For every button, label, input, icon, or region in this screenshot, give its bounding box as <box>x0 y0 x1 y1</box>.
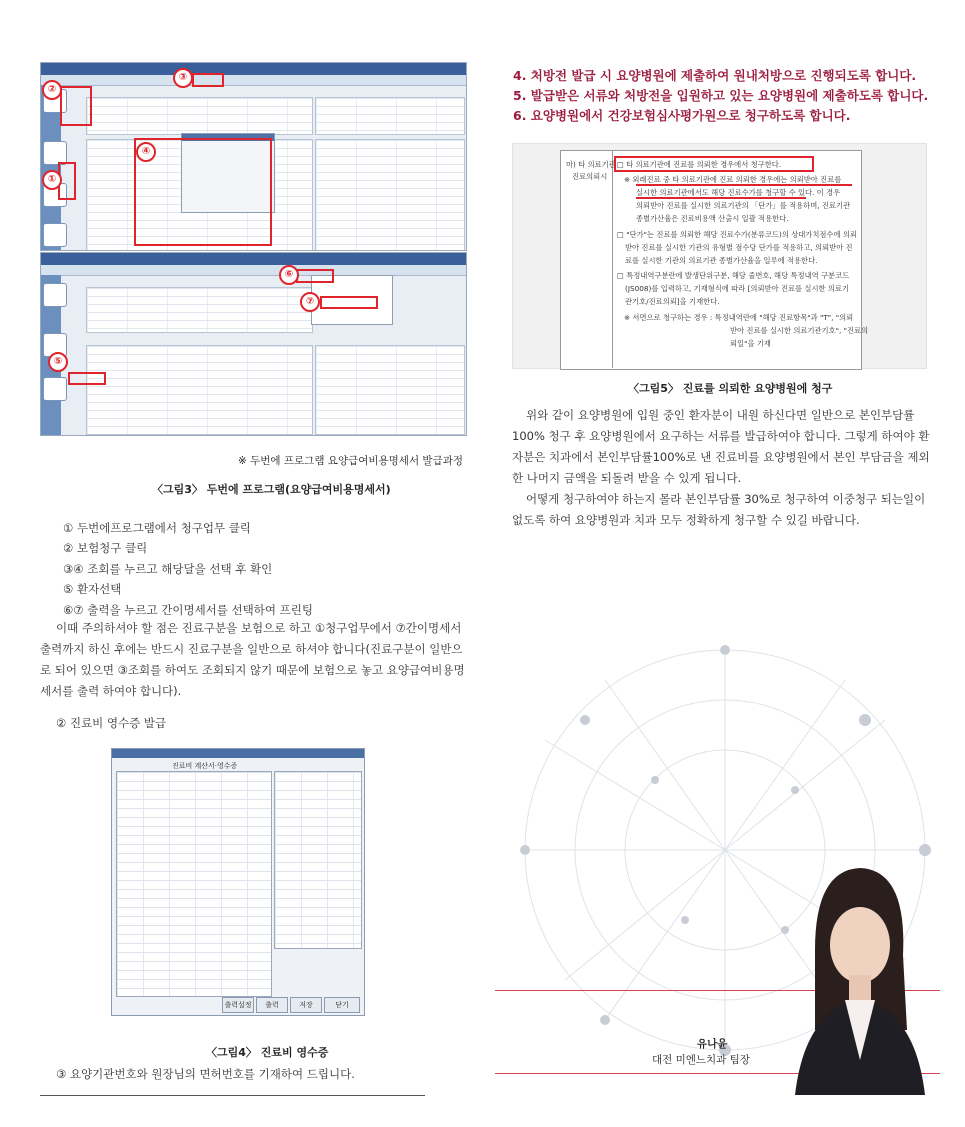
receipt-window <box>111 748 365 1016</box>
close-button[interactable]: 닫기 <box>324 997 360 1013</box>
marker-2: ② <box>42 80 62 100</box>
doc-line: 뢰일"을 기재 <box>730 339 771 348</box>
doc-line: 실시한 의료기관에서도 해당 진료수가를 청구할 수 있다. 이 경우 <box>636 188 841 197</box>
figure3-caption: 〈그림3〉 두번에 프로그램(요양급여비용명세서) <box>152 483 391 496</box>
receipt-title: 진료비 계산서·영수증 <box>172 762 238 770</box>
highlight-insurance-icon <box>60 86 92 126</box>
summary-grid <box>86 287 313 333</box>
print-button[interactable]: 출력 <box>256 997 288 1013</box>
highlight-patient-row <box>68 372 106 385</box>
step-4: ⑤ 환자선택 <box>63 582 122 596</box>
summary-grid-right <box>315 97 465 135</box>
screenshot-billing-lower <box>40 252 467 436</box>
step-2: ② 보험청구 클릭 <box>63 541 148 555</box>
author-name: 유나윤 <box>697 1038 728 1050</box>
red-underline-1 <box>636 184 852 186</box>
doc-label-1: 마) 타 의료기관 <box>566 160 616 169</box>
doc-line: 받아 진료를 실시한 기관의 유형별 점수당 단가를 적용하고, 의뢰받아 진 <box>625 243 853 252</box>
marker-7: ⑦ <box>300 292 320 312</box>
receipt-cost-table <box>116 771 272 997</box>
summary-grid <box>86 97 313 135</box>
marker-6: ⑥ <box>279 265 299 285</box>
step-3: ③④ 조회를 누르고 해당달을 선택 후 확인 <box>63 562 273 576</box>
step-5: ⑥⑦ 출력을 누르고 간이명세서를 선택하여 프린팅 <box>63 603 313 617</box>
section-heading-receipt: ② 진료비 영수증 발급 <box>56 716 167 730</box>
marker-5: ⑤ <box>48 352 68 372</box>
headline-4: 4. 처방전 발급 시 요양병원에 제출하여 원내처방으로 진행되도록 합니다. <box>513 68 917 83</box>
doc-line: □ "단가"는 진료를 의뢰한 해당 진료수가(분류코드)의 상대가치점수에 의뢰 <box>617 230 857 239</box>
billing-icon[interactable] <box>43 223 67 247</box>
figure5-caption: 〈그림5〉 진료를 의뢰한 요양병원에 청구 <box>628 382 833 395</box>
doc-line: □ 특정내역구분란에 발생단위구분, 해당 줄번호, 해당 특정내역 구분코드 <box>617 271 850 280</box>
doc-line: □ 타 의료기관에 진료를 의뢰한 경우에서 청구한다. <box>617 160 782 169</box>
highlight-doc-first-line <box>614 156 814 172</box>
doc-line: 료를 실시한 기관의 의료기관 종별가산율을 일루에 적용한다. <box>625 256 818 265</box>
doc-line: (JS008)를 입력하고, 기재형식에 따라 [의뢰받아 진료를 실시한 의료기 <box>625 284 850 293</box>
marker-4: ④ <box>136 142 156 162</box>
highlight-print-button <box>296 269 334 283</box>
doc-line: 받아 진료를 실시한 의료기관기호", "진료의 <box>730 326 869 335</box>
headline-5: 5. 발급받은 서류와 처방전을 입원하고 있는 요양병원에 제출하도록 합니다. <box>513 88 929 103</box>
doc-line: 관기호/진료의뢰]을 기재한다. <box>625 297 720 306</box>
caution-paragraph: 이때 주의하셔야 할 점은 진료구분을 보험으로 하고 ①청구업무에서 ⑦간이명세서 출력까지 하신 후에는 반드시 진료구분을 일반으로 하셔야 합니다(진료구분이 일반으로 되어 있으면 ③조회를 하여도 조회되지 않기 때문에 보험으로 놓고 요양급여비용명세서를 출력 하여야 합니다). <box>40 621 465 698</box>
author-photo <box>775 860 935 1095</box>
detail-grid-right <box>315 345 465 435</box>
step-license-number: ③ 요양기관번호와 원장님의 면허번호를 기재하여 드립니다. <box>56 1067 355 1081</box>
insurance-claim-icon[interactable] <box>43 283 67 307</box>
receipt-summary-table <box>274 771 362 949</box>
billing-icon[interactable] <box>43 377 67 401</box>
doc-line: 종별가산율은 진료비용액 산출시 일괄 적용한다. <box>636 214 789 223</box>
body-paragraph-1: 위와 같이 요양병원에 입원 중인 환자분이 내원 하신다면 일반으로 본인부담률 100% 청구 후 요양병원에서 요구하는 서류를 발급하여야 합니다. 그렇게 하여야 환자분은 치과에서 본인부담률100%로 낸 진료비를 요양병원에서 본인 부담금을 제외한 나머지 금액을 되돌려 받을 수 있게 됩니다. <box>512 408 930 485</box>
figure4-caption: 〈그림4〉 진료비 영수증 <box>206 1046 329 1059</box>
step-1: ① 두번에프로그램에서 청구업무 클릭 <box>63 521 251 535</box>
red-underline-2 <box>636 197 806 199</box>
highlight-simple-statement <box>320 296 378 309</box>
doc-label-divider <box>612 150 613 368</box>
print-settings-button[interactable]: 출력설정 <box>222 997 254 1013</box>
doc-line: ※ 외래진료 중 타 의료기관에 진료 의뢰한 경우에는 의뢰받아 진료를 <box>624 175 842 184</box>
author-title: 대전 미엔느치과 팀장 <box>652 1054 750 1066</box>
bottom-rule <box>40 1095 425 1096</box>
marker-3: ③ <box>173 68 193 88</box>
doc-line: 의뢰받아 진료를 실시한 의료기관의 「단가」를 적용하며, 진료기관 <box>636 201 851 210</box>
marker-1: ① <box>42 170 62 190</box>
patient-list-grid <box>86 345 313 435</box>
doc-label-2: 진료의뢰시 <box>572 172 608 181</box>
detail-grid-right <box>315 139 465 251</box>
save-button[interactable]: 저장 <box>290 997 322 1013</box>
body-paragraph-2: 어떻게 청구하여야 하는지 몰라 본인부담률 30%로 청구하여 이중청구 되는일이 없도록 하여 요양병원과 치과 모두 정확하게 청구할 수 있길 바랍니다. <box>512 492 926 527</box>
highlight-query-button <box>192 73 224 87</box>
program-note: ※ 두번에 프로그램 요양급여비용명세서 발급과정 <box>238 455 464 467</box>
doc-line: ※ 서면으로 청구하는 경우 : 특정내역란에 "해당 진료항목"과 "T", "의뢰 <box>624 313 854 322</box>
headline-6: 6. 요양병원에서 건강보험심사평가원으로 청구하도록 합니다. <box>513 108 851 123</box>
